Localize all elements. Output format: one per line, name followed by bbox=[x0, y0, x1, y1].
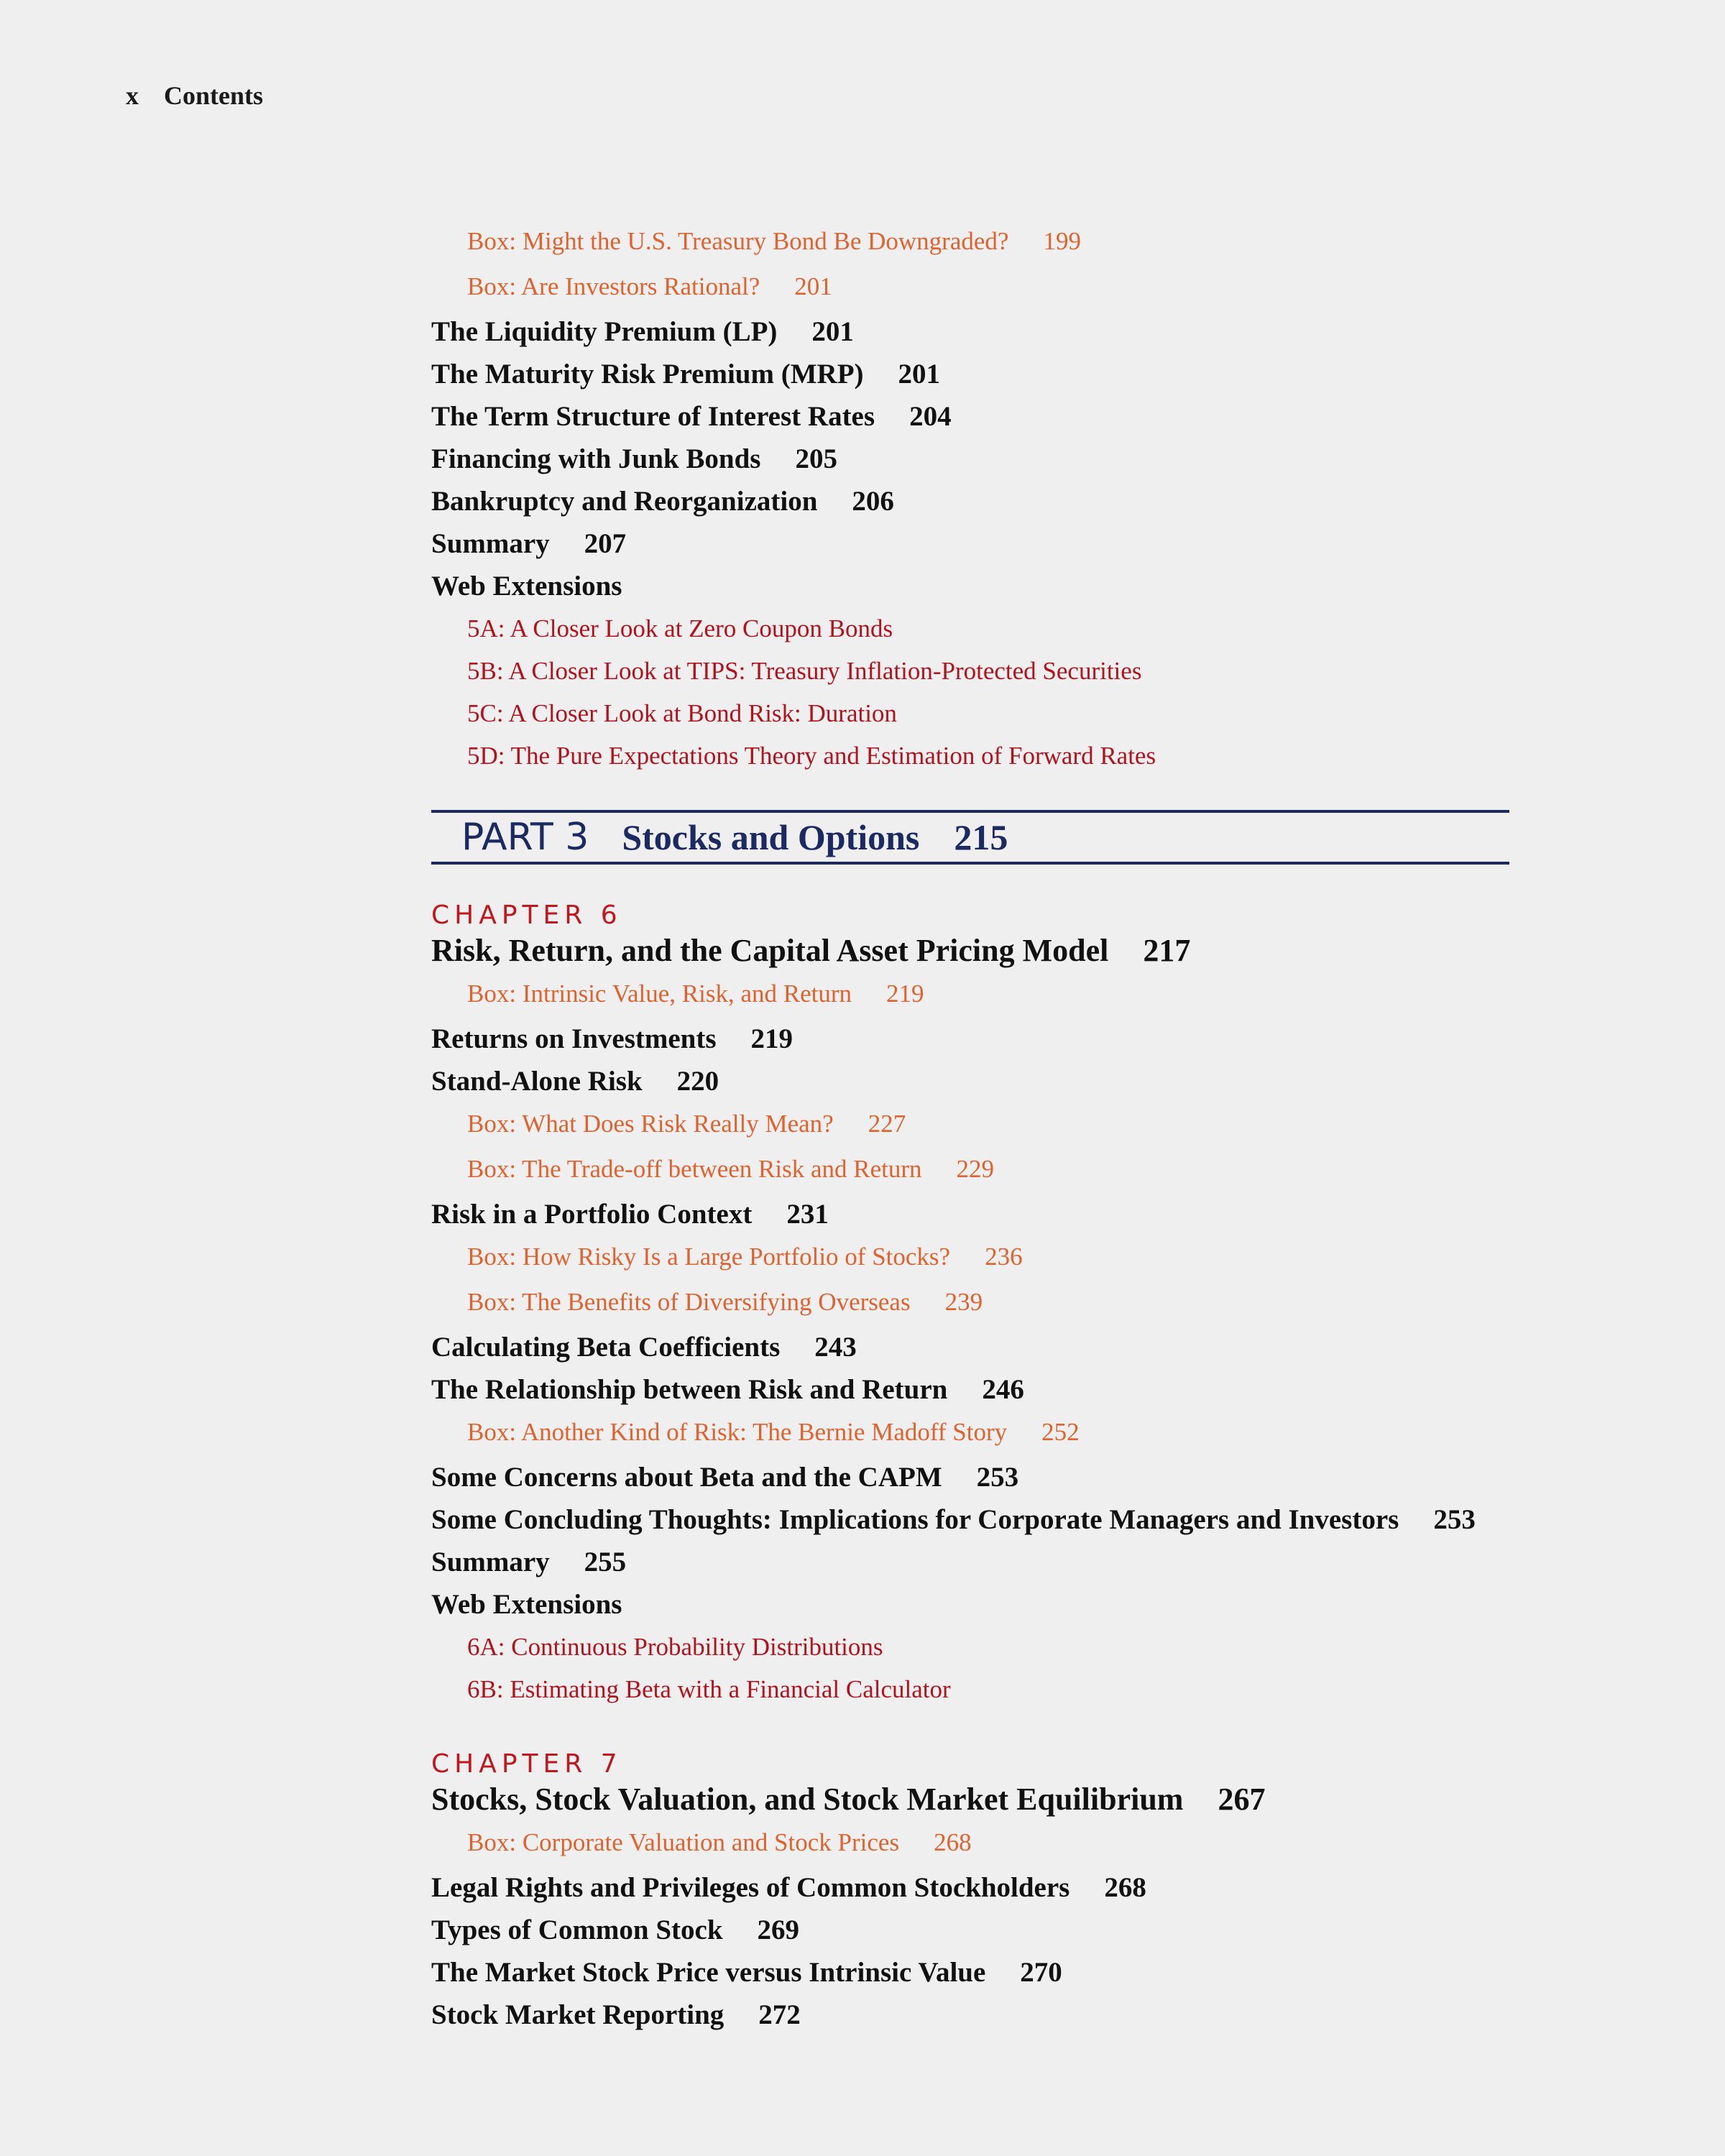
entry-page-number: 270 bbox=[1020, 1957, 1062, 1988]
part-banner[interactable] bbox=[431, 810, 1509, 865]
box-entry[interactable] bbox=[431, 1825, 1509, 1871]
entry-title: Risk in a Portfolio Context bbox=[431, 1199, 753, 1230]
entry-page-number: 220 bbox=[676, 1066, 719, 1097]
section-entry[interactable] bbox=[431, 1913, 1509, 1955]
entry-title: Web Extensions bbox=[431, 1589, 622, 1620]
entry-title: 5B: A Closer Look at TIPS: Treasury Inflation-Protected Securities bbox=[467, 657, 1142, 685]
chapter-title-text: Risk, Return, and the Capital Asset Pricing Model bbox=[431, 933, 1109, 968]
entry-page-number: 253 bbox=[1433, 1504, 1476, 1535]
entry-title: Types of Common Stock bbox=[431, 1915, 723, 1945]
web-extension-entry[interactable] bbox=[431, 1672, 1509, 1715]
section-entry[interactable] bbox=[431, 1330, 1509, 1373]
chapter-6 bbox=[431, 899, 1509, 1715]
entry-page-number: 206 bbox=[852, 486, 894, 517]
entry-title: Box: The Trade-off between Risk and Return bbox=[467, 1155, 922, 1183]
section-entry[interactable] bbox=[431, 1871, 1509, 1913]
section-entry[interactable] bbox=[431, 484, 1509, 527]
entry-title: Box: Corporate Valuation and Stock Prices bbox=[467, 1828, 900, 1856]
web-extension-entry[interactable] bbox=[431, 739, 1509, 781]
entry-page-number: 199 bbox=[1043, 227, 1081, 255]
table-of-contents bbox=[431, 224, 1509, 2040]
section-entry[interactable] bbox=[431, 442, 1509, 484]
entry-page-number: 252 bbox=[1041, 1418, 1080, 1446]
entry-title: The Market Stock Price versus Intrinsic Value bbox=[431, 1957, 986, 1988]
entry-page-number: 204 bbox=[909, 401, 952, 432]
running-header bbox=[126, 80, 263, 111]
entry-title: Legal Rights and Privileges of Common Stockholders bbox=[431, 1872, 1070, 1903]
section-entry[interactable] bbox=[431, 1064, 1509, 1107]
section-entry[interactable] bbox=[431, 315, 1509, 357]
entry-page-number: 268 bbox=[1104, 1872, 1146, 1903]
entry-title: The Liquidity Premium (LP) bbox=[431, 316, 778, 347]
entry-title: Box: Intrinsic Value, Risk, and Return bbox=[467, 980, 852, 1008]
entry-page-number: 201 bbox=[811, 316, 854, 347]
section-entry[interactable] bbox=[431, 1022, 1509, 1064]
entry-page-number: 205 bbox=[795, 443, 837, 474]
entry-title: Stand-Alone Risk bbox=[431, 1066, 643, 1097]
entry-title: 5A: A Closer Look at Zero Coupon Bonds bbox=[467, 614, 893, 642]
entry-title: Web Extensions bbox=[431, 571, 622, 602]
part-title: Stocks and Options bbox=[622, 817, 920, 857]
web-extension-entry[interactable] bbox=[431, 612, 1509, 654]
part-label: PART 3 bbox=[461, 816, 589, 859]
web-extension-entry[interactable] bbox=[431, 654, 1509, 696]
chapter-page-number: 217 bbox=[1143, 933, 1191, 968]
box-entry[interactable] bbox=[431, 1107, 1509, 1152]
entry-title: 6A: Continuous Probability Distributions bbox=[467, 1633, 883, 1661]
box-entry[interactable] bbox=[431, 977, 1509, 1022]
entry-title: Box: Might the U.S. Treasury Bond Be Downgraded? bbox=[467, 227, 1009, 255]
entry-page-number: 227 bbox=[868, 1110, 906, 1138]
running-title: Contents bbox=[164, 81, 264, 110]
section-entry[interactable] bbox=[431, 1197, 1509, 1240]
entry-title: Summary bbox=[431, 1547, 550, 1577]
entry-page-number: 268 bbox=[934, 1828, 972, 1856]
section-entry[interactable] bbox=[431, 1503, 1509, 1545]
entry-title: Returns on Investments bbox=[431, 1023, 717, 1054]
entry-title: Some Concluding Thoughts: Implications for Corporate Managers and Investors bbox=[431, 1504, 1399, 1535]
chapter-7 bbox=[431, 1748, 1509, 2040]
box-entry[interactable] bbox=[431, 1415, 1509, 1460]
entry-page-number: 246 bbox=[982, 1374, 1024, 1405]
entry-page-number: 219 bbox=[750, 1023, 794, 1054]
entry-title: 5D: The Pure Expectations Theory and Estimation of Forward Rates bbox=[467, 742, 1156, 770]
entry-page-number: 231 bbox=[786, 1199, 829, 1230]
section-entry[interactable] bbox=[431, 1955, 1509, 1998]
web-extension-entry[interactable] bbox=[431, 1630, 1509, 1672]
entry-page-number: 236 bbox=[985, 1243, 1023, 1271]
entry-page-number: 201 bbox=[794, 272, 832, 300]
box-entry[interactable] bbox=[431, 1240, 1509, 1285]
entry-title: Stock Market Reporting bbox=[431, 1999, 724, 2030]
entry-title: The Term Structure of Interest Rates bbox=[431, 401, 875, 432]
section-entry[interactable] bbox=[431, 400, 1509, 442]
entry-page-number: 229 bbox=[956, 1155, 995, 1183]
part-page-number: 215 bbox=[954, 817, 1008, 857]
section-entry[interactable] bbox=[431, 1460, 1509, 1503]
entry-title: Box: How Risky Is a Large Portfolio of Stocks? bbox=[467, 1243, 951, 1271]
chapter-7-entries bbox=[431, 1825, 1509, 2040]
section-entry[interactable] bbox=[431, 1588, 1509, 1630]
box-entry[interactable] bbox=[431, 1285, 1509, 1330]
chapter-title-text: Stocks, Stock Valuation, and Stock Market Equilibrium bbox=[431, 1782, 1184, 1817]
entry-title: Financing with Junk Bonds bbox=[431, 443, 761, 474]
entry-title: 6B: Estimating Beta with a Financial Calculator bbox=[467, 1675, 951, 1703]
section-entry[interactable] bbox=[431, 1373, 1509, 1415]
entry-page-number: 272 bbox=[758, 1999, 801, 2030]
entry-title: Box: What Does Risk Really Mean? bbox=[467, 1110, 834, 1138]
chapter-title[interactable] bbox=[431, 1781, 1509, 1825]
chapter-6-entries bbox=[431, 977, 1509, 1715]
entry-title: Box: Are Investors Rational? bbox=[467, 272, 760, 300]
page-number: x bbox=[126, 81, 139, 110]
section-entry[interactable] bbox=[431, 357, 1509, 400]
entry-page-number: 207 bbox=[584, 528, 627, 559]
section-entry[interactable] bbox=[431, 1545, 1509, 1588]
box-entry[interactable] bbox=[431, 1152, 1509, 1197]
entry-page-number: 239 bbox=[944, 1288, 983, 1316]
section-entry[interactable] bbox=[431, 527, 1509, 569]
entry-page-number: 253 bbox=[976, 1462, 1019, 1493]
entry-page-number: 269 bbox=[757, 1915, 800, 1945]
chapter-label: CHAPTER 6 bbox=[431, 900, 622, 930]
chapter-page-number: 267 bbox=[1218, 1782, 1266, 1817]
box-entry[interactable] bbox=[431, 270, 1509, 315]
entry-title: Summary bbox=[431, 528, 550, 559]
entry-title: Calculating Beta Coefficients bbox=[431, 1332, 781, 1363]
section-entry[interactable] bbox=[431, 569, 1509, 612]
entry-title: The Maturity Risk Premium (MRP) bbox=[431, 359, 864, 390]
section-entry[interactable] bbox=[431, 1998, 1509, 2040]
web-extension-entry[interactable] bbox=[431, 696, 1509, 739]
chapter-title[interactable] bbox=[431, 932, 1509, 977]
entry-title: Box: The Benefits of Diversifying Overseas bbox=[467, 1288, 911, 1316]
box-entry[interactable] bbox=[431, 224, 1509, 270]
chapter-spacer bbox=[431, 1715, 1509, 1748]
entry-title: Some Concerns about Beta and the CAPM bbox=[431, 1462, 942, 1493]
continued-chapter-entries bbox=[431, 224, 1509, 781]
entry-page-number: 255 bbox=[584, 1547, 627, 1577]
entry-title: The Relationship between Risk and Return bbox=[431, 1374, 948, 1405]
entry-page-number: 243 bbox=[814, 1332, 857, 1363]
chapter-label: CHAPTER 7 bbox=[431, 1749, 622, 1779]
entry-page-number: 219 bbox=[886, 980, 924, 1008]
entry-title: Box: Another Kind of Risk: The Bernie Madoff Story bbox=[467, 1418, 1008, 1446]
entry-page-number: 201 bbox=[898, 359, 941, 390]
entry-title: 5C: A Closer Look at Bond Risk: Duration bbox=[467, 699, 897, 727]
entry-title: Bankruptcy and Reorganization bbox=[431, 486, 818, 517]
